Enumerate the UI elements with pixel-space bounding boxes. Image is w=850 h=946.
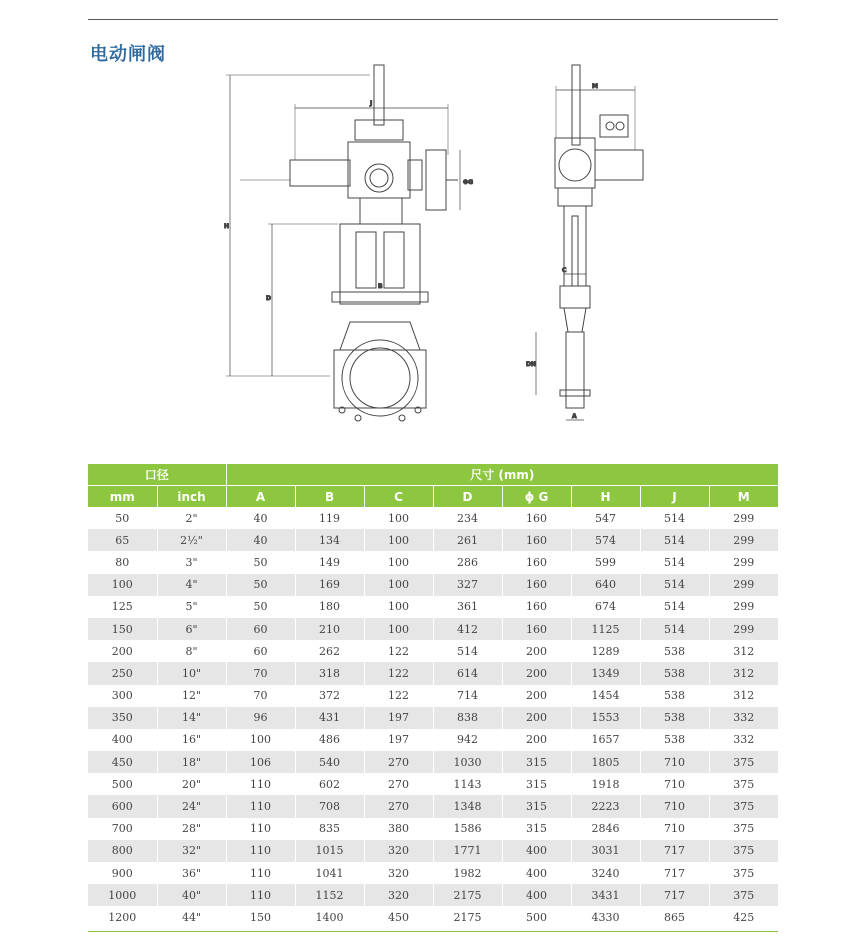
table-cell: 835 (295, 818, 364, 840)
table-cell: 1918 (571, 773, 640, 795)
table-cell: 3431 (571, 884, 640, 906)
table-cell: 425 (709, 906, 778, 928)
table-cell: 300 (88, 685, 157, 707)
table-cell: 327 (433, 574, 502, 596)
table-cell: 60 (226, 640, 295, 662)
label-C: C (562, 267, 567, 274)
group-header-dimensions: 尺寸 (mm) (226, 464, 778, 486)
table-cell: 299 (709, 574, 778, 596)
table-cell: 400 (502, 840, 571, 862)
table-cell: 1349 (571, 662, 640, 684)
table-cell: 70 (226, 662, 295, 684)
table-cell: 2846 (571, 818, 640, 840)
table-cell: 50 (226, 596, 295, 618)
table-cell: 160 (502, 574, 571, 596)
table-cell: 514 (640, 574, 709, 596)
table-cell: 500 (88, 773, 157, 795)
table-cell: 315 (502, 751, 571, 773)
table-row (88, 795, 778, 817)
table-cell: 3" (157, 551, 226, 573)
table-cell: 299 (709, 596, 778, 618)
table-cell: 332 (709, 707, 778, 729)
label-DN: DN (526, 361, 537, 368)
table-row (88, 596, 778, 618)
table-cell: 315 (502, 818, 571, 840)
table-cell: 375 (709, 884, 778, 906)
table-cell: 299 (709, 618, 778, 640)
table-cell: 315 (502, 773, 571, 795)
table-cell: 18" (157, 751, 226, 773)
table-cell: 6" (157, 618, 226, 640)
table-cell: 2½" (157, 529, 226, 551)
table-cell: 96 (226, 707, 295, 729)
table-cell: 375 (709, 773, 778, 795)
column-header-row (88, 486, 778, 508)
table-cell: 100 (364, 596, 433, 618)
table-row (88, 707, 778, 729)
table-cell: 838 (433, 707, 502, 729)
page-title: 电动闸阀 (90, 44, 166, 65)
table-row (88, 685, 778, 707)
table-cell: 412 (433, 618, 502, 640)
column-header: B (295, 486, 364, 508)
table-cell: 110 (226, 773, 295, 795)
table-cell: 106 (226, 751, 295, 773)
label-J: J (370, 100, 373, 107)
column-header: C (364, 486, 433, 508)
table-cell: 119 (295, 507, 364, 529)
table-cell: 16" (157, 729, 226, 751)
table-cell: 375 (709, 751, 778, 773)
table-cell: 150 (88, 618, 157, 640)
table-cell: 400 (502, 884, 571, 906)
table-cell: 400 (88, 729, 157, 751)
table-cell: 100 (364, 618, 433, 640)
table-cell: 312 (709, 640, 778, 662)
front-view (226, 65, 460, 421)
table-cell: 286 (433, 551, 502, 573)
table-cell: 1982 (433, 862, 502, 884)
table-row (88, 662, 778, 684)
table-cell: 714 (433, 685, 502, 707)
table-cell: 60 (226, 618, 295, 640)
table-cell: 200 (502, 640, 571, 662)
table-cell: 312 (709, 685, 778, 707)
table-cell: 200 (502, 729, 571, 751)
table-cell: 110 (226, 795, 295, 817)
table-cell: 614 (433, 662, 502, 684)
table-cell: 315 (502, 795, 571, 817)
table-cell: 1289 (571, 640, 640, 662)
table-cell: 270 (364, 773, 433, 795)
table-cell: 160 (502, 507, 571, 529)
table-cell: 514 (640, 551, 709, 573)
table-cell: 710 (640, 818, 709, 840)
table-cell: 40 (226, 529, 295, 551)
table-cell: 50 (226, 551, 295, 573)
table-cell: 361 (433, 596, 502, 618)
table-cell: 1657 (571, 729, 640, 751)
table-cell: 1030 (433, 751, 502, 773)
column-header: D (433, 486, 502, 508)
table-cell: 4" (157, 574, 226, 596)
table-cell: 50 (88, 507, 157, 529)
table-cell: 710 (640, 773, 709, 795)
table-cell: 320 (364, 884, 433, 906)
table-cell: 14" (157, 707, 226, 729)
table-cell: 299 (709, 507, 778, 529)
table-cell: 514 (640, 618, 709, 640)
table-cell: 1348 (433, 795, 502, 817)
table-cell: 200 (502, 685, 571, 707)
table-cell: 514 (640, 529, 709, 551)
table-row (88, 818, 778, 840)
table-cell: 514 (640, 596, 709, 618)
table-cell: 717 (640, 862, 709, 884)
table-cell: 900 (88, 862, 157, 884)
table-cell: 1041 (295, 862, 364, 884)
table-cell: 4330 (571, 906, 640, 928)
table-cell: 375 (709, 862, 778, 884)
table-cell: 44" (157, 906, 226, 928)
table-cell: 80 (88, 551, 157, 573)
table-cell: 375 (709, 840, 778, 862)
table-cell: 486 (295, 729, 364, 751)
table-cell: 100 (364, 529, 433, 551)
table-row (88, 751, 778, 773)
table-cell: 538 (640, 729, 709, 751)
table-cell: 350 (88, 707, 157, 729)
label-D: D (266, 295, 271, 302)
table-cell: 1152 (295, 884, 364, 906)
table-cell: 1125 (571, 618, 640, 640)
dimension-table (88, 464, 778, 929)
table-cell: 2" (157, 507, 226, 529)
valve-technical-drawing (180, 60, 680, 440)
table-cell: 514 (640, 507, 709, 529)
table-cell: 1400 (295, 906, 364, 928)
table-cell: 8" (157, 640, 226, 662)
table-cell: 538 (640, 685, 709, 707)
table-cell: 1000 (88, 884, 157, 906)
table-cell: 717 (640, 840, 709, 862)
table-cell: 197 (364, 729, 433, 751)
table-cell: 150 (226, 906, 295, 928)
table-cell: 110 (226, 862, 295, 884)
table-cell: 24" (157, 795, 226, 817)
table-cell: 2223 (571, 795, 640, 817)
label-M: M (592, 83, 598, 90)
table-cell: 299 (709, 551, 778, 573)
table-cell: 1805 (571, 751, 640, 773)
column-header: ϕ G (502, 486, 571, 508)
table-cell: 12" (157, 685, 226, 707)
label-A: A (572, 413, 577, 420)
table-cell: 3031 (571, 840, 640, 862)
table-row (88, 640, 778, 662)
table-cell: 200 (502, 662, 571, 684)
table-cell: 710 (640, 751, 709, 773)
table-cell: 110 (226, 884, 295, 906)
table-cell: 375 (709, 795, 778, 817)
table-cell: 540 (295, 751, 364, 773)
table-cell: 538 (640, 662, 709, 684)
table-cell: 160 (502, 596, 571, 618)
table-cell: 160 (502, 529, 571, 551)
table-cell: 312 (709, 662, 778, 684)
table-cell: 270 (364, 751, 433, 773)
column-header: J (640, 486, 709, 508)
table-cell: 262 (295, 640, 364, 662)
table-cell: 599 (571, 551, 640, 573)
table-cell: 210 (295, 618, 364, 640)
table-cell: 547 (571, 507, 640, 529)
table-cell: 70 (226, 685, 295, 707)
table-cell: 261 (433, 529, 502, 551)
table-cell: 674 (571, 596, 640, 618)
table-cell: 270 (364, 795, 433, 817)
table-cell: 1454 (571, 685, 640, 707)
label-G: ΦG (463, 179, 474, 186)
table-cell: 10" (157, 662, 226, 684)
table-cell: 320 (364, 840, 433, 862)
table-row (88, 773, 778, 795)
bottom-rule (88, 931, 778, 932)
table-cell: 100 (364, 551, 433, 573)
column-header: H (571, 486, 640, 508)
column-header: inch (157, 486, 226, 508)
table-row (88, 507, 778, 529)
table-cell: 400 (502, 862, 571, 884)
table-cell: 431 (295, 707, 364, 729)
table-cell: 500 (502, 906, 571, 928)
column-header: mm (88, 486, 157, 508)
table-cell: 1143 (433, 773, 502, 795)
table-cell: 299 (709, 529, 778, 551)
table-cell: 50 (226, 574, 295, 596)
table-cell: 3240 (571, 862, 640, 884)
table-cell: 380 (364, 818, 433, 840)
table-cell: 160 (502, 618, 571, 640)
table-cell: 640 (571, 574, 640, 596)
table-cell: 2175 (433, 884, 502, 906)
table-cell: 700 (88, 818, 157, 840)
table-cell: 40 (226, 507, 295, 529)
table-cell: 320 (364, 862, 433, 884)
table-cell: 100 (364, 507, 433, 529)
table-cell: 20" (157, 773, 226, 795)
column-header: A (226, 486, 295, 508)
table-cell: 40" (157, 884, 226, 906)
table-cell: 160 (502, 551, 571, 573)
table-cell: 125 (88, 596, 157, 618)
table-cell: 100 (226, 729, 295, 751)
label-B: B (378, 283, 383, 290)
table-row (88, 840, 778, 862)
table-row (88, 574, 778, 596)
table-cell: 332 (709, 729, 778, 751)
table-cell: 28" (157, 818, 226, 840)
table-cell: 375 (709, 818, 778, 840)
table-cell: 538 (640, 640, 709, 662)
table-cell: 149 (295, 551, 364, 573)
table-cell: 602 (295, 773, 364, 795)
table-row (88, 618, 778, 640)
table-cell: 450 (88, 751, 157, 773)
table-cell: 36" (157, 862, 226, 884)
table-cell: 514 (433, 640, 502, 662)
table-cell: 708 (295, 795, 364, 817)
table-cell: 250 (88, 662, 157, 684)
table-body (88, 507, 778, 929)
table-cell: 318 (295, 662, 364, 684)
table-cell: 1015 (295, 840, 364, 862)
table-cell: 180 (295, 596, 364, 618)
table-cell: 1553 (571, 707, 640, 729)
table-cell: 1200 (88, 906, 157, 928)
table-cell: 32" (157, 840, 226, 862)
table-cell: 100 (364, 574, 433, 596)
table-cell: 197 (364, 707, 433, 729)
table-cell: 865 (640, 906, 709, 928)
table-cell: 2175 (433, 906, 502, 928)
table-cell: 1771 (433, 840, 502, 862)
table-cell: 110 (226, 840, 295, 862)
table-cell: 234 (433, 507, 502, 529)
table-cell: 600 (88, 795, 157, 817)
table-cell: 574 (571, 529, 640, 551)
table-cell: 100 (88, 574, 157, 596)
side-view (536, 65, 643, 420)
table-row (88, 906, 778, 928)
table-cell: 450 (364, 906, 433, 928)
table-cell: 200 (88, 640, 157, 662)
top-rule (88, 19, 778, 20)
table-cell: 200 (502, 707, 571, 729)
table-row (88, 862, 778, 884)
column-header: M (709, 486, 778, 508)
table-cell: 169 (295, 574, 364, 596)
table-cell: 110 (226, 818, 295, 840)
table-cell: 538 (640, 707, 709, 729)
table-row (88, 884, 778, 906)
table-cell: 122 (364, 640, 433, 662)
table-cell: 134 (295, 529, 364, 551)
table-row (88, 551, 778, 573)
table-cell: 65 (88, 529, 157, 551)
table-row (88, 529, 778, 551)
table-row (88, 729, 778, 751)
table-cell: 942 (433, 729, 502, 751)
group-header-caliber: 口径 (88, 464, 226, 486)
table-cell: 122 (364, 662, 433, 684)
table-cell: 1586 (433, 818, 502, 840)
table-cell: 800 (88, 840, 157, 862)
table-cell: 122 (364, 685, 433, 707)
label-H: H (224, 223, 230, 230)
table-cell: 5" (157, 596, 226, 618)
table-cell: 372 (295, 685, 364, 707)
table-cell: 710 (640, 795, 709, 817)
table-cell: 717 (640, 884, 709, 906)
